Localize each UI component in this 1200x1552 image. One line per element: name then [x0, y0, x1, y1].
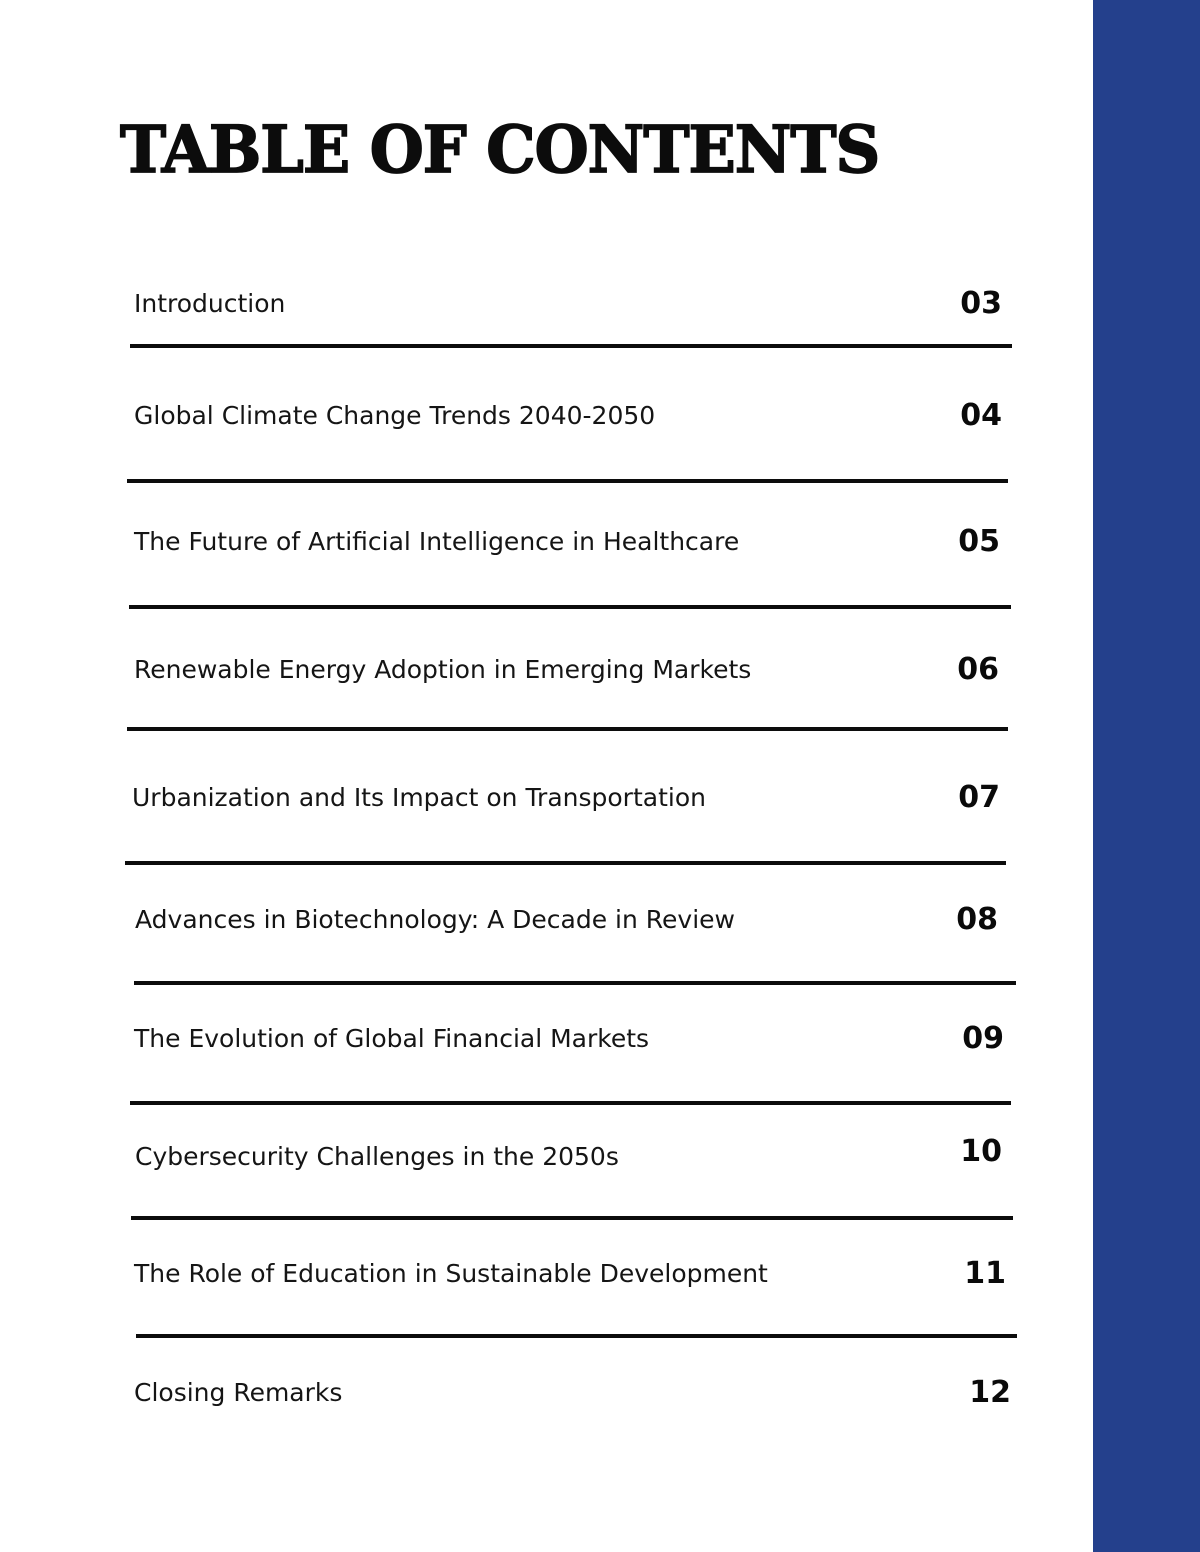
divider	[125, 861, 1006, 865]
toc-entry-page: 04	[960, 398, 1002, 433]
toc-entry-label: The Future of Artificial Intelligence in Healthcare	[134, 527, 740, 556]
toc-entry-label: Advances in Biotechnology: A Decade in Review	[135, 905, 735, 934]
toc-entry-label: Renewable Energy Adoption in Emerging Markets	[134, 655, 752, 684]
toc-entry-page: 06	[957, 652, 999, 687]
toc-entry-page: 09	[962, 1021, 1004, 1056]
page-title: TABLE OF CONTENTS	[120, 111, 880, 188]
toc-entry-label: Introduction	[134, 289, 286, 318]
toc-entry-label: Closing Remarks	[134, 1378, 343, 1407]
divider	[134, 981, 1016, 985]
side-accent-band	[1093, 0, 1200, 1552]
toc-entry-page: 08	[956, 902, 998, 937]
divider	[129, 605, 1011, 609]
toc-entry-page: 12	[969, 1375, 1011, 1410]
divider	[136, 1334, 1017, 1338]
toc-entry-label: The Evolution of Global Financial Markets	[134, 1024, 650, 1053]
divider	[127, 727, 1008, 731]
divider	[130, 1101, 1011, 1105]
toc-entry-label: Cybersecurity Challenges in the 2050s	[135, 1142, 619, 1171]
toc-entry-label: Global Climate Change Trends 2040-2050	[134, 401, 656, 430]
toc-entry-page: 03	[960, 286, 1002, 321]
toc-entry-label: Urbanization and Its Impact on Transportation	[132, 783, 706, 812]
divider	[131, 1216, 1013, 1220]
toc-entry-page: 07	[958, 780, 1000, 815]
toc-entry-label: The Role of Education in Sustainable Development	[134, 1259, 768, 1288]
toc-entry-page: 05	[958, 524, 1000, 559]
toc-entry-page: 10	[960, 1134, 1002, 1169]
divider	[130, 344, 1012, 348]
divider	[127, 479, 1008, 483]
toc-entry-page: 11	[964, 1256, 1006, 1291]
